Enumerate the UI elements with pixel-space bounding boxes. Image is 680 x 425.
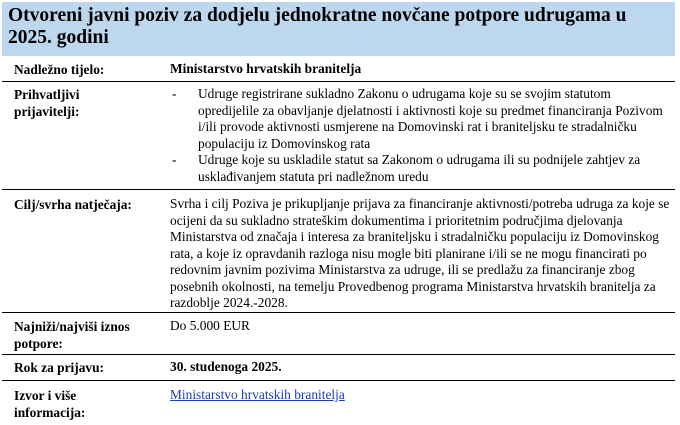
source-value-container <box>170 387 670 404</box>
authority-label: Nadležno tijelo: <box>14 62 105 77</box>
row-source <box>2 381 675 425</box>
eligible-item-text: Udruge koje su uskladile statut sa Zakonom o udrugama ili su podnijele zahtjev za usklađivanjem statuta pri nadležnom uredu <box>198 152 641 184</box>
amount-value: Do 5.000 EUR <box>170 318 250 333</box>
list-item: - Udruge registrirane sukladno Zakonu o udrugama koje su se svojim statutom opredijelile za obavljanje djelatnosti i aktivnosti koje su predmet financiranja Pozivom i/ili provode aktivnosti usmjerene na Domovinski rat i braniteljsku te stradalničku populaciju iz Domovinskog rata <box>172 86 663 151</box>
row-amount <box>2 313 675 355</box>
source-link[interactable]: Ministarstvo hrvatskih branitelja <box>170 387 345 402</box>
eligible-list <box>170 86 670 185</box>
list-item: - Udruge koje su uskladile statut sa Zakonom o udrugama ili su podnijele zahtjev za usklađivanjem statuta pri nadležnom uredu <box>172 152 641 184</box>
purpose-value: Svrha i cilj Poziva je prikupljanje prijava za financiranje aktivnosti/potreba udruga za koje se ocijeni da su sukladno strateškim dokumentima i prioritetnim područjima djelovanja Ministarstva od značaja i interesa za braniteljsku i stradalničku populaciju iz Domovinskog rata, a koje iz opravdanih razloga nisu mogle biti planirane i/ili se ne mogu financirati po redovnim javnim pozivima Ministarstva za udruge, ili se predlažu za financiranje zbog posebnih okolnosti, na temelju Provedbenog programa Ministarstva hrvatskih branitelja za razdoblje 2024.-2028. <box>170 196 670 310</box>
eligible-label: Prihvatljivi prijavitelji: <box>14 87 80 119</box>
row-eligible <box>2 82 675 190</box>
source-label: Izvor i više informacija: <box>14 388 86 420</box>
row-deadline <box>2 355 675 381</box>
page-title: Otvoreni javni poziv za dodjelu jednokratne novčane potpore udrugama u 2025. godini <box>2 2 675 56</box>
eligible-item-text: Udruge registrirane sukladno Zakonu o udrugama koje su se svojim statutom opredijelile za obavljanje djelatnosti i aktivnosti koje su predmet financiranja Pozivom i/ili provode aktivnosti usmjerene na Domovinski rat i braniteljsku te stradalničku populaciju iz Domovinskog rata <box>198 86 663 151</box>
deadline-label: Rok za prijavu: <box>14 360 105 375</box>
purpose-label: Cilj/svrha natječaja: <box>14 197 132 212</box>
deadline-value: 30. studenoga 2025. <box>170 359 282 374</box>
row-purpose <box>2 190 675 313</box>
row-authority <box>2 56 675 82</box>
amount-label: Najniži/najviši iznos potpore: <box>14 319 130 351</box>
authority-value: Ministarstvo hrvatskih branitelja <box>170 61 362 76</box>
